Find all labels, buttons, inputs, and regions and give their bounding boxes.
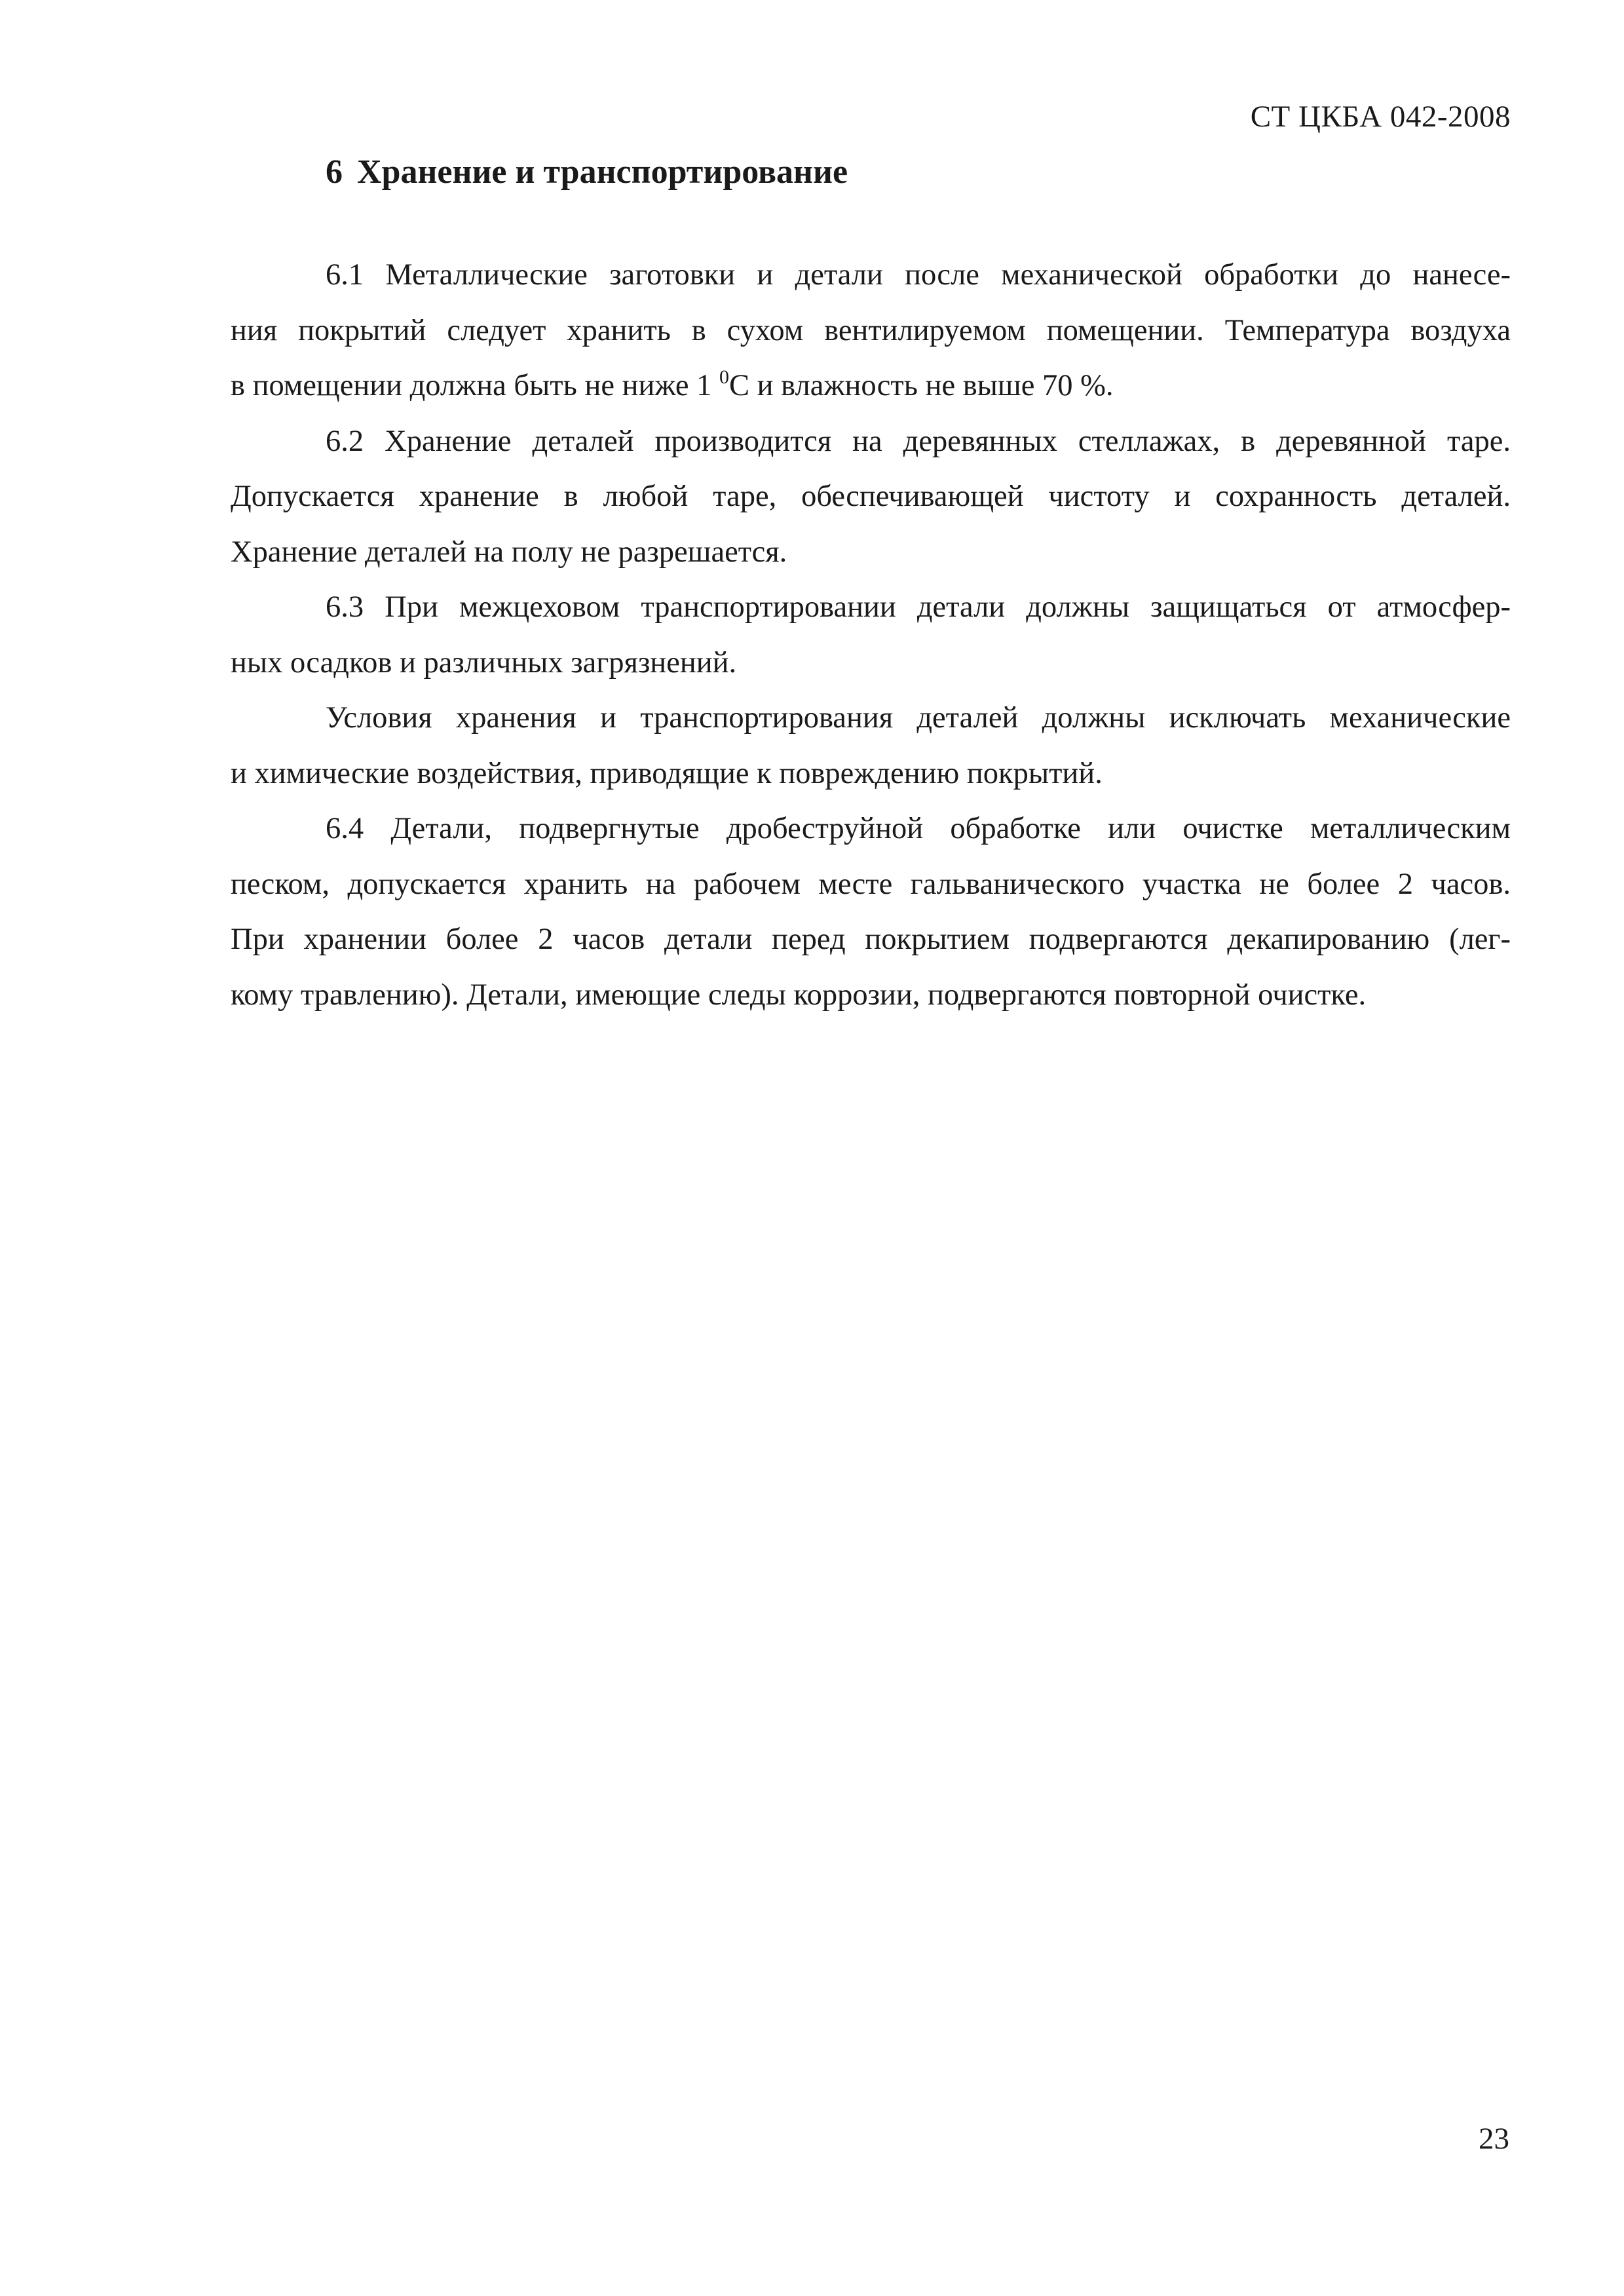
paragraph-line: Допускается хранение в любой таре, обеспечивающей чистоту и сохранность деталей. [231, 480, 1511, 513]
paragraph-line: Хранение деталей на полу не разрешается. [231, 535, 787, 569]
paragraph-line: и химические воздействия, приводящие к повреждению покрытий. [231, 756, 1103, 790]
section-heading [326, 151, 848, 194]
paragraph-6-2 [231, 414, 1511, 581]
text-before-superscript: в помещении должна быть не ниже 1 [231, 369, 720, 402]
paragraph-line: 6.4 Детали, подвергнутые дробеструйной обработке или очистке металлическим [326, 812, 1511, 845]
document-code-header: СТ ЦКБА 042-2008 [1250, 100, 1511, 134]
paragraph-6-4 [231, 801, 1511, 1023]
paragraph-line: кому травлению). Детали, имеющие следы коррозии, подвергаются повторной очистке. [231, 978, 1367, 1012]
paragraph-line: 6.1 Металлические заготовки и детали после механической обработки до нанесе- [326, 258, 1511, 292]
paragraph-line: 6.2 Хранение деталей производится на деревянных стеллажах, в деревянной таре. [326, 424, 1511, 458]
section-body [231, 248, 1511, 1023]
paragraph-line: 6.3 При межцеховом транспортировании детали должны защищаться от атмосфер- [326, 590, 1511, 624]
paragraph-line: ных осадков и различных загрязнений. [231, 645, 737, 679]
paragraph-conditions [231, 691, 1511, 801]
paragraph-line: При хранении более 2 часов детали перед покрытием подвергаются декапированию (лег- [231, 923, 1511, 956]
degree-superscript: 0 [719, 366, 730, 388]
section-title-text: Хранение и транспортирование [357, 153, 848, 191]
paragraph-6-1 [231, 248, 1511, 414]
page-number: 23 [1479, 2122, 1509, 2156]
text-after-superscript: С и влажность не выше 70 %. [729, 369, 1114, 402]
paragraph-line: ния покрытий следует хранить в сухом вентилируемом помещении. Температура воздуха [231, 313, 1511, 347]
paragraph-line-with-superscript [231, 358, 1511, 414]
paragraph-6-3 [231, 580, 1511, 691]
section-number: 6 [326, 153, 343, 191]
paragraph-line: песком, допускается хранить на рабочем месте гальванического участка не более 2 часов. [231, 867, 1511, 901]
paragraph-line: Условия хранения и транспортирования деталей должны исключать механические [326, 701, 1511, 735]
